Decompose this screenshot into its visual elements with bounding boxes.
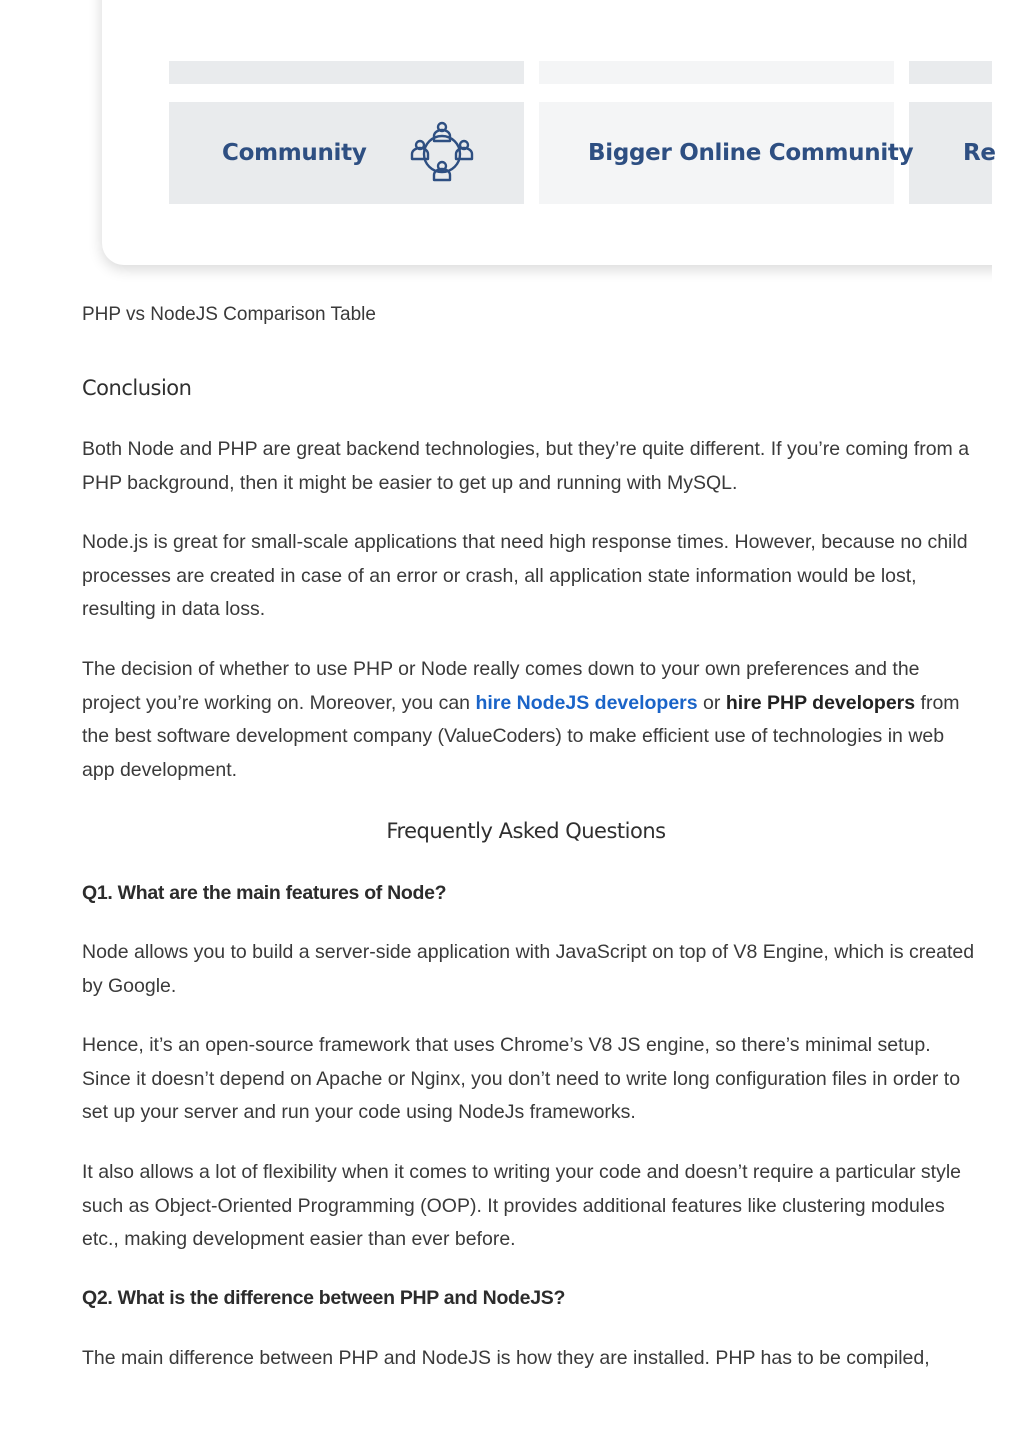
faq-question-2: Q2. What is the difference between PHP and NodeJS? bbox=[82, 1287, 566, 1309]
hire-nodejs-developers-link[interactable]: hire NodeJS developers bbox=[475, 691, 698, 714]
table-cell bbox=[539, 61, 894, 84]
paragraph-text: from the best software development company (ValueCoders) to make efficient use of technologies in web app development. bbox=[82, 691, 960, 781]
table-row-label: Community bbox=[222, 140, 367, 166]
faq-answer-1-paragraph-3: It also allows a lot of flexibility when it comes to writing your code and doesn’t require a particular style such as Object-Oriented Programming (OOP). It provides additional features like clustering modules etc., making development easier than ever before. bbox=[82, 1161, 962, 1250]
table-cell bbox=[169, 61, 524, 84]
conclusion-paragraph-3 bbox=[82, 653, 977, 787]
conclusion-heading: Conclusion bbox=[82, 376, 192, 400]
conclusion-paragraph-1: Both Node and PHP are great backend technologies, but they’re quite different. If you’re coming from a PHP background, then it might be easier to get up and running with MySQL. bbox=[82, 438, 970, 494]
community-icon bbox=[408, 119, 476, 187]
table-cell bbox=[909, 61, 992, 84]
faq-answer-2-paragraph-1: The main difference between PHP and NodeJS is how they are installed. PHP has to be compiled, bbox=[82, 1347, 930, 1369]
table-cutoff-text: Re bbox=[963, 140, 996, 166]
figure-caption: PHP vs NodeJS Comparison Table bbox=[82, 304, 376, 325]
faq-answer-1-paragraph-1: Node allows you to build a server-side application with JavaScript on top of V8 Engine, which is created by Google. bbox=[82, 941, 975, 997]
hire-php-developers-text: hire PHP developers bbox=[725, 691, 916, 714]
table-row-value: Bigger Online Community bbox=[588, 140, 914, 166]
faq-question-1: Q1. What are the main features of Node? bbox=[82, 882, 447, 904]
paragraph-text: or bbox=[697, 691, 726, 714]
conclusion-paragraph-2: Node.js is great for small-scale applications that need high response times. However, because no child processes are created in case of an error or crash, all application state information would be lost, resulting in data loss. bbox=[82, 531, 968, 620]
paragraph-text: The decision of whether to use PHP or Node really comes down to your own preferences and the project you’re working on. Moreover, you can bbox=[82, 658, 920, 714]
faq-answer-1-paragraph-2: Hence, it’s an open-source framework that uses Chrome’s V8 JS engine, so there’s minimal setup. Since it doesn’t depend on Apache or Nginx, you don’t need to write long configuration files in order to set up your server and run your code using NodeJs frameworks. bbox=[82, 1034, 961, 1123]
faq-heading: Frequently Asked Questions bbox=[386, 819, 666, 843]
